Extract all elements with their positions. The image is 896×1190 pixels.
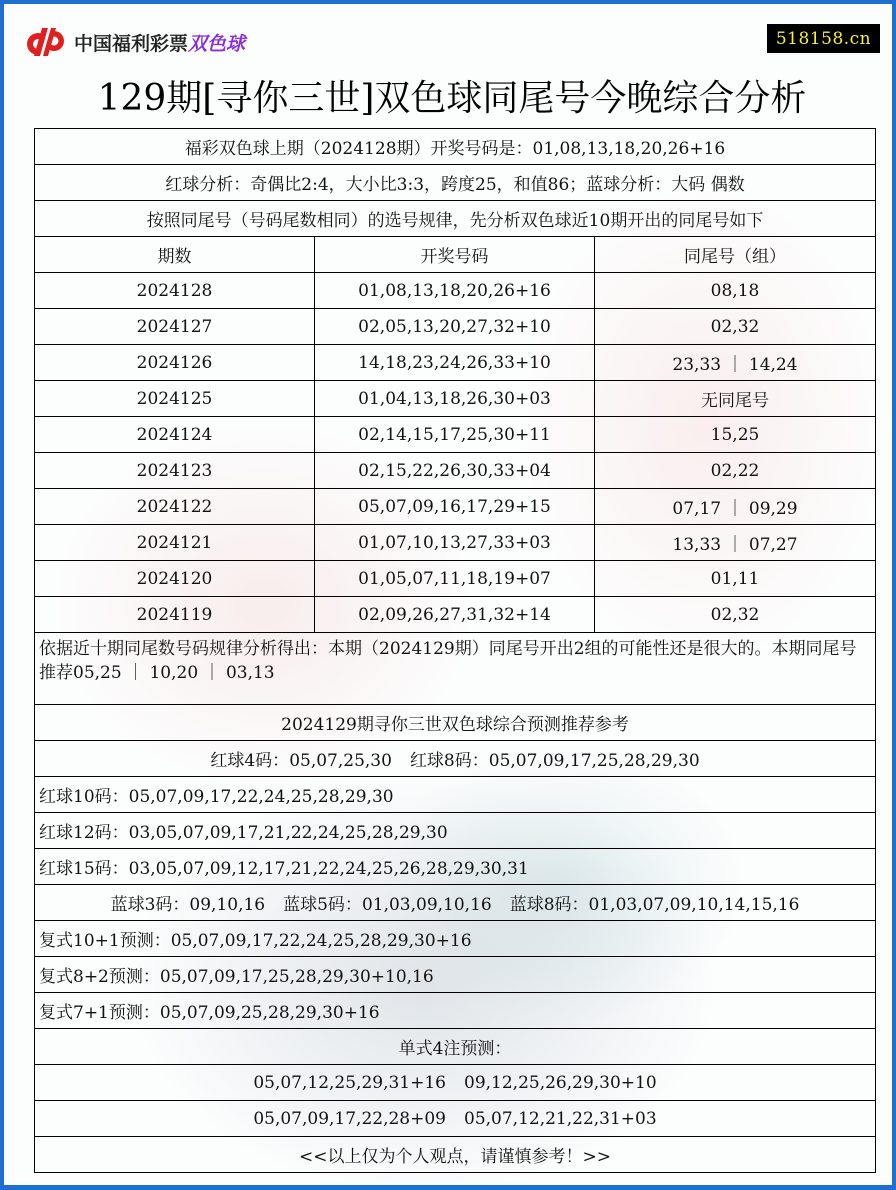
analysis-table [34, 128, 876, 1173]
analysis-row [35, 165, 876, 201]
single-bets-title: 单式4注预测： [35, 1029, 876, 1065]
intro-text: 按照同尾号（号码尾数相同）的选号规律，先分析双色球近10期开出的同尾号如下 [35, 201, 876, 237]
table-row [35, 489, 876, 525]
red15-text: 红球15码：03,05,07,09,12,17,21,22,24,25,26,28,29,30,31 [35, 849, 876, 885]
blue3-numbers: 09,10,16 [189, 895, 266, 915]
page-title: 129期[寻你三世]双色球同尾号今晚综合分析 [97, 78, 807, 119]
blue5-label: 蓝球5码： [283, 895, 362, 915]
logo-accent-text: 双色球 [188, 32, 246, 55]
table-header-row [35, 237, 876, 273]
table-row [35, 345, 876, 381]
numbers-cell: 02,09,26,27,31,32+14 [315, 597, 595, 633]
red-15-row [35, 849, 876, 885]
same-tail-cell: 15,25 [595, 417, 876, 453]
conclusion-row [35, 633, 876, 705]
last-draw-row [35, 129, 876, 165]
prediction-title: 2024129期寻你三世双色球综合预测推荐参考 [35, 705, 876, 741]
issue-cell: 2024121 [35, 525, 315, 561]
ball-analysis-text: 红球分析：奇偶比2:4，大小比3:3，跨度25，和值86；蓝球分析：大码 偶数 [35, 165, 876, 201]
fushi-10-1-row [35, 921, 876, 957]
single-bet: 05,07,09,17,22,28+09 [253, 1108, 446, 1129]
same-tail-cell: 13,33 ｜ 07,27 [595, 525, 876, 561]
issue-cell: 2024128 [35, 273, 315, 309]
same-tail-cell: 23,33 ｜ 14,24 [595, 345, 876, 381]
red-4-8-cell [35, 741, 876, 777]
numbers-cell: 14,18,23,24,26,33+10 [315, 345, 595, 381]
same-tail-cell: 01,11 [595, 561, 876, 597]
red4-numbers: 05,07,25,30 [289, 751, 392, 771]
single-bets-row [35, 1065, 876, 1101]
disclaimer-row [35, 1137, 876, 1173]
numbers-cell: 02,05,13,20,27,32+10 [315, 309, 595, 345]
table-row [35, 561, 876, 597]
table-row [35, 381, 876, 417]
numbers-cell: 01,05,07,11,18,19+07 [315, 561, 595, 597]
table-row [35, 273, 876, 309]
single-bet: 09,12,25,26,29,30+10 [464, 1072, 657, 1093]
header-same-tail: 同尾号（组） [595, 237, 876, 273]
red4-label: 红球4码： [210, 751, 290, 771]
blue5-numbers: 01,03,09,10,16 [361, 895, 492, 915]
blue3-label: 蓝球3码： [110, 895, 190, 915]
table-row [35, 597, 876, 633]
table-row [35, 417, 876, 453]
fushi-7-1-row [35, 993, 876, 1029]
issue-cell: 2024122 [35, 489, 315, 525]
red-4-8-row [35, 741, 876, 777]
red-12-row [35, 813, 876, 849]
logo-text: 中国福利彩票 [74, 32, 189, 55]
numbers-cell: 02,14,15,17,25,30+11 [315, 417, 595, 453]
disclaimer-text: <<以上仅为个人观点，请谨慎参考！>> [35, 1137, 876, 1173]
fushi-7-1-text: 复式7+1预测：05,07,09,25,28,29,30+16 [35, 993, 876, 1029]
issue-cell: 2024123 [35, 453, 315, 489]
same-tail-cell: 02,32 [595, 597, 876, 633]
fushi-8-2-row [35, 957, 876, 993]
red-10-row [35, 777, 876, 813]
red8-numbers: 05,07,09,17,25,28,29,30 [488, 751, 700, 771]
same-tail-cell: 08,18 [595, 273, 876, 309]
blue-cell [35, 885, 876, 921]
table-row [35, 453, 876, 489]
fushi-10-1-text: 复式10+1预测：05,07,09,17,22,24,25,28,29,30+16 [35, 921, 876, 957]
issue-cell: 2024127 [35, 309, 315, 345]
table-row [35, 309, 876, 345]
same-tail-cell: 无同尾号 [595, 381, 876, 417]
single-title-row [35, 1029, 876, 1065]
issue-cell: 2024126 [35, 345, 315, 381]
same-tail-cell: 02,32 [595, 309, 876, 345]
last-draw-text: 福彩双色球上期（2024128期）开奖号码是：01,08,13,18,20,26+16 [35, 129, 876, 165]
red12-text: 红球12码：03,05,07,09,17,21,22,24,25,28,29,30 [35, 813, 876, 849]
numbers-cell: 01,07,10,13,27,33+03 [315, 525, 595, 561]
single-bet: 05,07,12,25,29,31+16 [253, 1072, 446, 1093]
single-bet: 05,07,12,21,22,31+03 [464, 1108, 657, 1129]
issue-cell: 2024119 [35, 597, 315, 633]
numbers-cell: 02,15,22,26,30,33+04 [315, 453, 595, 489]
header-numbers: 开奖号码 [315, 237, 595, 273]
blue8-label: 蓝球8码： [509, 895, 589, 915]
numbers-cell: 05,07,09,16,17,29+15 [315, 489, 595, 525]
welfare-lottery-logo-icon [24, 26, 68, 58]
blue8-numbers: 01,03,07,09,10,14,15,16 [588, 895, 800, 915]
prediction-title-row [35, 705, 876, 741]
single-bets-cell [35, 1101, 876, 1137]
single-bets-row [35, 1101, 876, 1137]
conclusion-text: 依据近十期同尾数号码规律分析得出：本期（2024129期）同尾号开出2组的可能性还是很大的。本期同尾号推荐05,25 ｜ 10,20 ｜ 03,13 [35, 633, 876, 705]
intro-row [35, 201, 876, 237]
red8-label: 红球8码： [409, 751, 489, 771]
fushi-8-2-text: 复式8+2预测：05,07,09,17,25,28,29,30+10,16 [35, 957, 876, 993]
issue-cell: 2024124 [35, 417, 315, 453]
issue-cell: 2024125 [35, 381, 315, 417]
single-bets-cell [35, 1065, 876, 1101]
header-issue: 期数 [35, 237, 315, 273]
site-badge[interactable]: 518158.cn [767, 24, 880, 53]
lottery-logo [24, 26, 245, 58]
red10-text: 红球10码：05,07,09,17,22,24,25,28,29,30 [35, 777, 876, 813]
blue-row [35, 885, 876, 921]
same-tail-cell: 02,22 [595, 453, 876, 489]
same-tail-cell: 07,17 ｜ 09,29 [595, 489, 876, 525]
table-row [35, 525, 876, 561]
issue-cell: 2024120 [35, 561, 315, 597]
numbers-cell: 01,04,13,18,26,30+03 [315, 381, 595, 417]
numbers-cell: 01,08,13,18,20,26+16 [315, 273, 595, 309]
